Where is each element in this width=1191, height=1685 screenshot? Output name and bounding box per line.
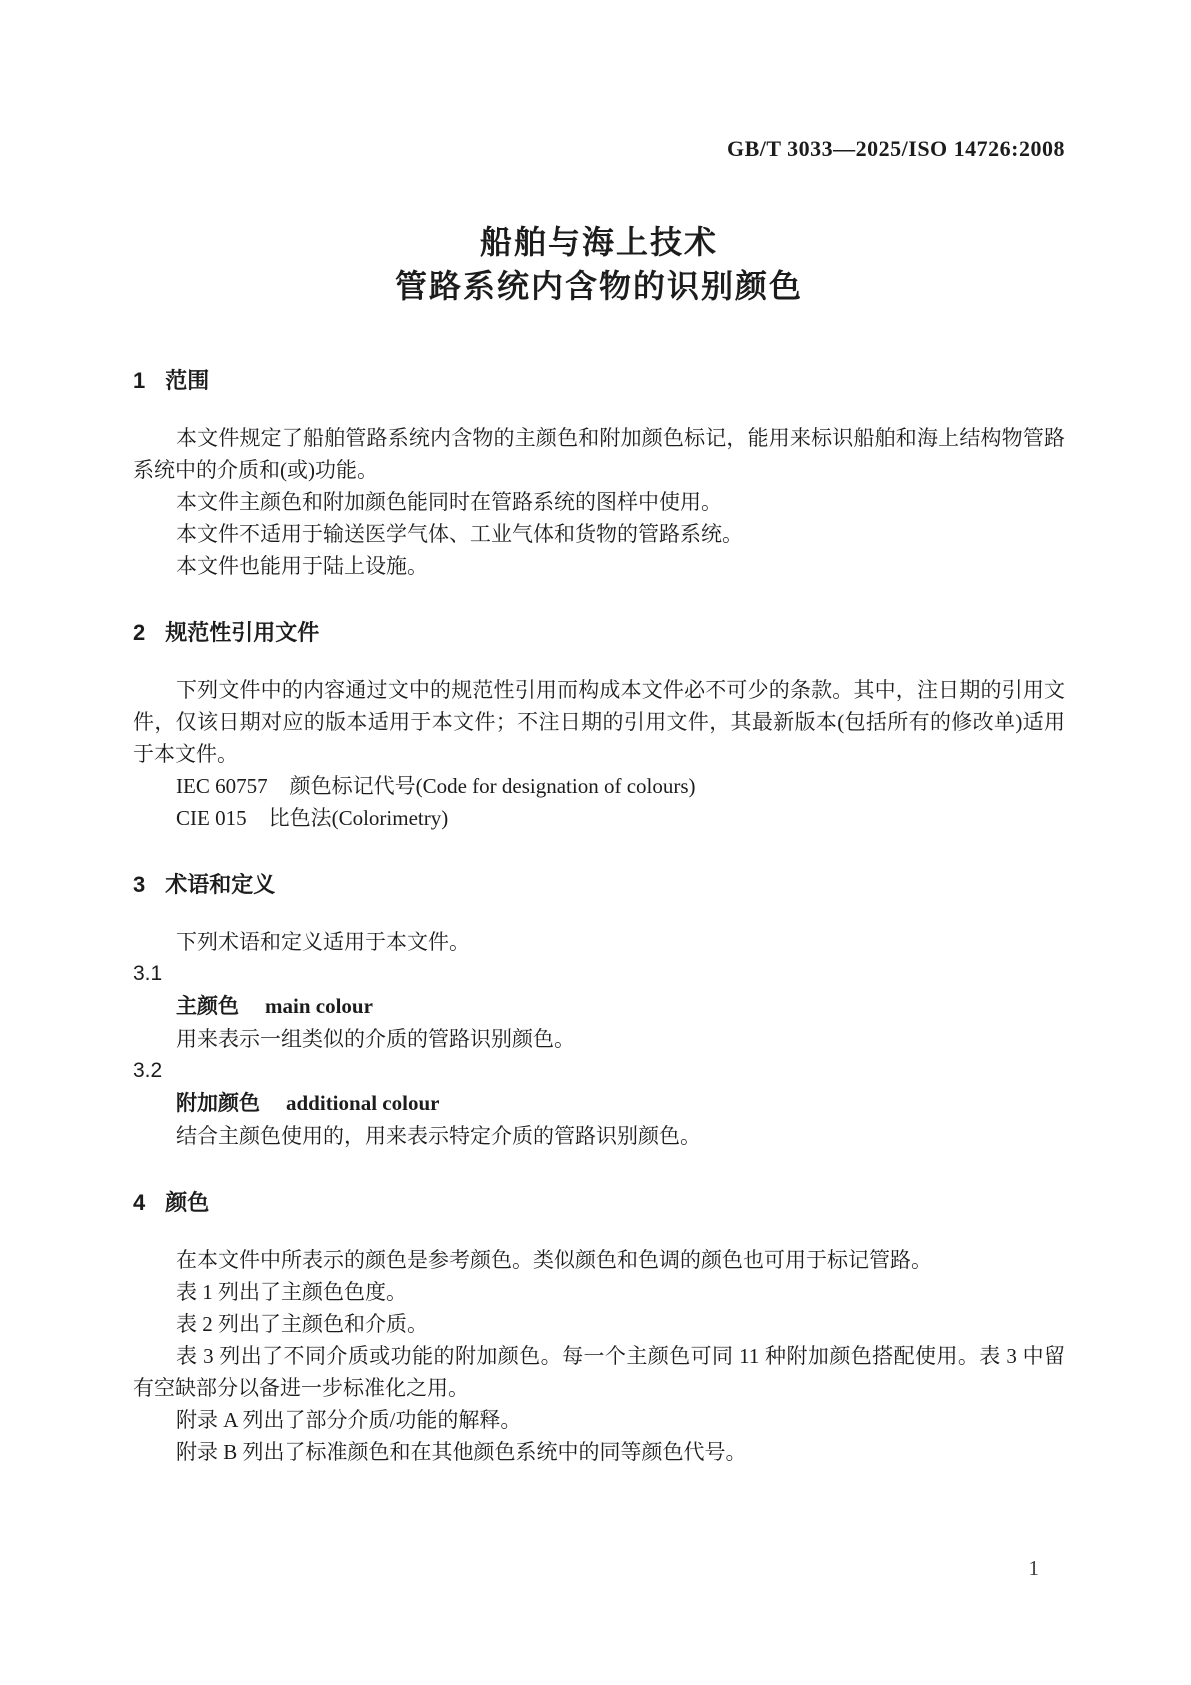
section-4-body <box>133 1244 1065 1468</box>
normative-reference <box>133 802 1065 834</box>
section-2-title: 规范性引用文件 <box>165 620 320 645</box>
term-en-label: main colour <box>265 994 373 1018</box>
section-3-title: 术语和定义 <box>165 872 276 897</box>
section-3-heading <box>133 872 1065 898</box>
document-title-line2: 管路系统内含物的识别颜色 <box>394 268 803 304</box>
term-definition: 用来表示一组类似的介质的管路识别颜色。 <box>176 1027 575 1051</box>
section-1-title: 范围 <box>165 368 210 393</box>
term-zh-label: 主颜色 <box>176 995 239 1018</box>
section-4-number: 4 <box>133 1190 146 1215</box>
section-2-body <box>133 674 1065 834</box>
section-3-body <box>133 926 1065 1152</box>
term-entry <box>133 990 1065 1023</box>
page-content <box>133 0 1065 1468</box>
section-4-heading <box>133 1190 1065 1216</box>
term-en-label: additional colour <box>286 1091 440 1115</box>
paragraph: 本文件主颜色和附加颜色能同时在管路系统的图样中使用。 <box>176 490 722 514</box>
term-zh-label: 附加颜色 <box>176 1092 260 1115</box>
paragraph: 本文件不适用于输送医学气体、工业气体和货物的管路系统。 <box>176 522 743 546</box>
section-4-title: 颜色 <box>165 1190 210 1215</box>
term-definition: 结合主颜色使用的，用来表示特定介质的管路识别颜色。 <box>176 1124 701 1148</box>
paragraph: 本文件规定了船舶管路系统内含物的主颜色和附加颜色标记，能用来标识船舶和海上结构物管路系统中的介质和(或)功能。 <box>133 426 1065 482</box>
document-title <box>133 220 1065 308</box>
paragraph: 表 2 列出了主颜色和介质。 <box>176 1312 428 1336</box>
section-3-number: 3 <box>133 872 146 897</box>
section-2-heading <box>133 620 1065 646</box>
paragraph: 表 1 列出了主颜色色度。 <box>176 1280 407 1304</box>
paragraph: 在本文件中所表示的颜色是参考颜色。类似颜色和色调的颜色也可用于标记管路。 <box>176 1248 932 1272</box>
paragraph: 本文件也能用于陆上设施。 <box>176 554 428 578</box>
standard-doc-code: GB/T 3033—2025/ISO 14726:2008 <box>726 136 1065 161</box>
page-number: 1 <box>1028 1556 1039 1580</box>
reference-code: IEC 60757 <box>176 774 268 798</box>
document-title-line1: 船舶与海上技术 <box>479 224 718 260</box>
section-2-number: 2 <box>133 620 146 645</box>
reference-code: CIE 015 <box>176 806 247 830</box>
term-entry <box>133 1087 1065 1120</box>
normative-reference <box>133 770 1065 802</box>
term-number: 3.2 <box>133 1059 163 1082</box>
paragraph: 附录 B 列出了标准颜色和在其他颜色系统中的同等颜色代号。 <box>176 1440 747 1464</box>
terms-intro: 下列术语和定义适用于本文件。 <box>176 930 470 954</box>
term-number: 3.1 <box>133 962 163 985</box>
reference-text: 比色法(Colorimetry) <box>268 806 449 830</box>
paragraph: 表 3 列出了不同介质或功能的附加颜色。每一个主颜色可同 11 种附加颜色搭配使用。表 3 中留有空缺部分以备进一步标准化之用。 <box>133 1344 1065 1400</box>
section-1-heading <box>133 368 1065 394</box>
paragraph: 附录 A 列出了部分介质/功能的解释。 <box>176 1408 522 1432</box>
section-1-body <box>133 422 1065 582</box>
section-1-number: 1 <box>133 368 146 393</box>
paragraph: 下列文件中的内容通过文中的规范性引用而构成本文件必不可少的条款。其中，注日期的引用文件，仅该日期对应的版本适用于本文件；不注日期的引用文件，其最新版本(包括所有的修改单)适用于本文件。 <box>133 678 1065 766</box>
reference-text: 颜色标记代号(Code for designation of colours) <box>289 774 696 798</box>
